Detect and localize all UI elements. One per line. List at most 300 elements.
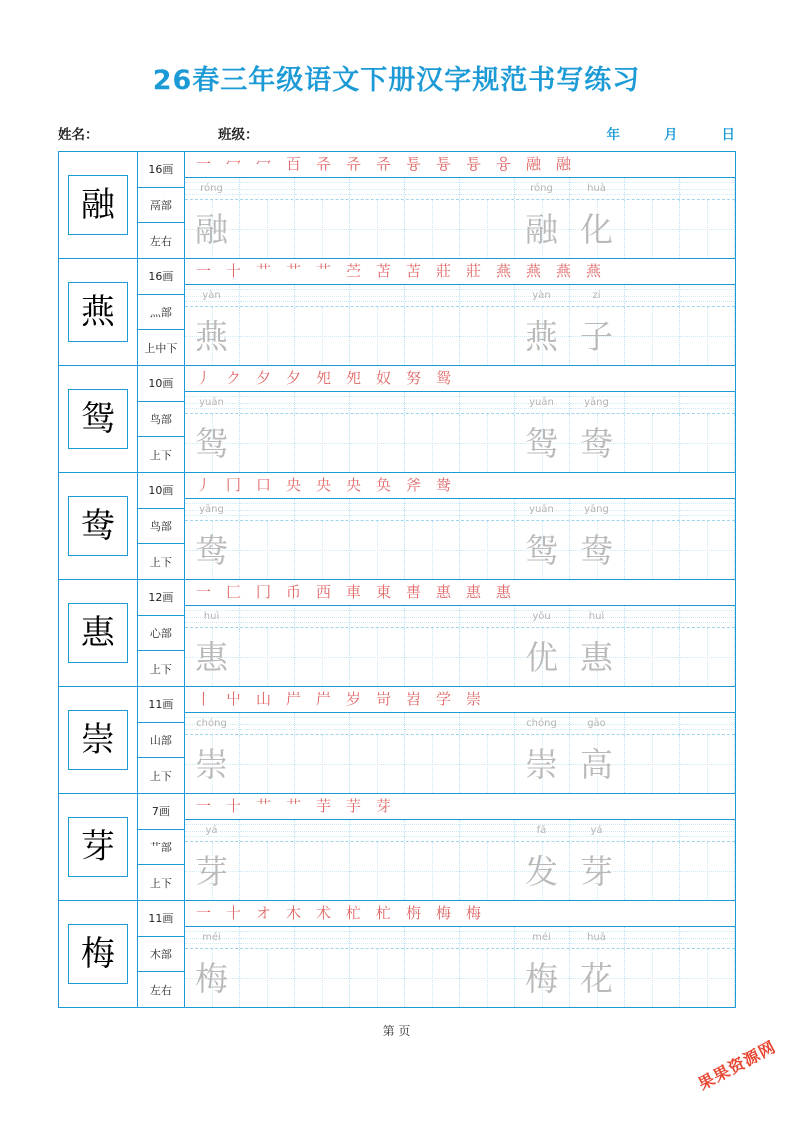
pinyin-text: chóng [526,718,557,729]
date-fields [607,123,736,143]
writing-grid-cell[interactable] [460,414,515,472]
writing-grid-cell[interactable] [680,307,735,365]
pinyin-text: huì [588,611,605,622]
pinyin-cell[interactable] [240,927,295,948]
writing-grid-cell[interactable] [240,628,295,686]
pinyin-cell[interactable] [295,178,350,199]
pinyin-cell[interactable] [295,392,350,413]
writing-grid-cell[interactable] [185,307,240,365]
pinyin-cell[interactable] [185,499,240,520]
stroke-step: 十 [225,262,241,280]
stroke-step: 쥬 [316,155,331,173]
pinyin-cell[interactable] [295,499,350,520]
pinyin-cell[interactable] [570,820,625,841]
pinyin-cell[interactable] [295,820,350,841]
writing-grid-row [185,628,735,686]
pinyin-cell[interactable] [570,178,625,199]
pinyin-cell[interactable] [515,606,570,627]
stroke-order-row [185,794,735,820]
pinyin-cell[interactable] [240,178,295,199]
model-character: 融 [68,175,128,235]
character-meta-cell [138,580,184,686]
pinyin-cell[interactable] [515,392,570,413]
pinyin-cell[interactable] [570,927,625,948]
writing-grid-cell[interactable] [625,414,680,472]
pinyin-cell[interactable] [570,499,625,520]
writing-grid-cell[interactable] [680,735,735,793]
writing-grid-cell[interactable] [185,521,240,579]
stroke-step: 一 [195,583,211,601]
writing-grid-cell[interactable] [515,949,570,1007]
stroke-step: 西 [315,583,331,601]
stroke-step: 十 [225,797,241,815]
traced-character: 鸳 [195,423,228,463]
traced-character: 花 [580,958,613,998]
writing-grid-cell[interactable] [350,842,405,900]
pinyin-row [185,927,735,949]
radical-label: 鸟部 [138,402,183,438]
pinyin-cell[interactable] [680,178,735,199]
student-info-row [58,123,735,143]
pinyin-cell[interactable] [625,713,680,734]
pinyin-cell[interactable] [570,713,625,734]
pinyin-cell[interactable] [350,285,405,306]
stroke-step: 术 [315,904,331,922]
radical-label: 艹部 [138,830,183,866]
character-row [59,473,735,580]
pinyin-text: yōu [532,611,551,622]
writing-grid-cell[interactable] [405,307,460,365]
pinyin-cell[interactable] [625,392,680,413]
stroke-step: オ [255,904,271,922]
writing-grid-cell[interactable] [295,628,350,686]
pinyin-cell[interactable] [350,606,405,627]
pinyin-cell[interactable] [405,713,460,734]
pinyin-text: róng [200,183,223,194]
writing-grid-cell[interactable] [405,200,460,258]
writing-grid-cell[interactable] [680,949,735,1007]
writing-grid-cell[interactable] [515,842,570,900]
structure-label: 上下 [149,448,172,462]
pinyin-cell[interactable] [405,927,460,948]
writing-grid-cell[interactable] [240,521,295,579]
practice-area [185,901,735,1007]
writing-grid-row [185,200,735,258]
pinyin-cell[interactable] [625,927,680,948]
pinyin-cell[interactable] [350,392,405,413]
pinyin-cell[interactable] [515,178,570,199]
stroke-step: 鸯 [435,476,451,494]
stroke-step: 艹 [255,262,271,280]
character-meta-cell [138,794,184,900]
pinyin-text: róng [530,183,553,194]
writing-grid-cell[interactable] [680,200,735,258]
stroke-count-label: 16画 [138,152,183,188]
stroke-step: 奂 [375,476,391,494]
stroke-step: 冖 [225,155,241,173]
pinyin-cell[interactable] [460,285,515,306]
pinyin-cell[interactable] [460,392,515,413]
character-meta-cell [138,366,184,472]
pinyin-cell[interactable] [405,392,460,413]
stroke-step: 杧 [345,904,361,922]
writing-grid-cell[interactable] [515,628,570,686]
writing-grid-cell[interactable] [405,414,460,472]
model-character: 芽 [68,817,128,877]
pinyin-cell[interactable] [570,285,625,306]
writing-grid-cell[interactable] [405,949,460,1007]
writing-grid-cell[interactable] [240,735,295,793]
pinyin-cell[interactable] [625,285,680,306]
writing-grid-cell[interactable] [295,842,350,900]
writing-grid-cell[interactable] [460,735,515,793]
stroke-step: 丨 [195,690,211,708]
traced-character: 燕 [195,316,228,356]
pinyin-cell[interactable] [405,178,460,199]
stroke-step: 夕 [285,369,301,387]
pinyin-cell[interactable] [625,606,680,627]
writing-grid-cell[interactable] [185,735,240,793]
stroke-step: 屵 [315,690,331,708]
stroke-order-row [185,901,735,927]
pinyin-cell[interactable] [460,178,515,199]
stroke-step: 冂 [225,476,241,494]
pinyin-text: yāng [584,397,609,408]
pinyin-cell[interactable] [240,820,295,841]
writing-grid-cell[interactable] [350,735,405,793]
practice-area [185,152,735,258]
writing-grid-cell[interactable] [625,521,680,579]
radical-label: 心部 [138,616,183,652]
stroke-step: 学 [435,690,451,708]
writing-grid-cell[interactable] [295,735,350,793]
writing-grid-cell[interactable] [240,200,295,258]
pinyin-cell[interactable] [350,178,405,199]
writing-grid-cell[interactable] [185,842,240,900]
pinyin-text: huà [587,183,606,194]
stroke-order-row [185,259,735,285]
pinyin-cell[interactable] [570,392,625,413]
stroke-step: ク [225,369,241,387]
writing-grid-cell[interactable] [460,200,515,258]
writing-grid-cell[interactable] [680,414,735,472]
writing-grid-cell[interactable] [460,307,515,365]
pinyin-text: huì [203,611,220,622]
pinyin-cell[interactable] [295,606,350,627]
writing-grid-cell[interactable] [240,842,295,900]
stroke-step: 艹 [255,797,271,815]
writing-grid-cell[interactable] [570,842,625,900]
writing-grid-cell[interactable] [350,307,405,365]
pinyin-cell[interactable] [240,713,295,734]
writing-grid-cell[interactable] [625,842,680,900]
stroke-step: 十 [225,904,241,922]
stroke-step: 芋 [315,797,331,815]
pinyin-cell[interactable] [185,713,240,734]
model-character-cell [59,259,139,365]
stroke-step: 梅 [465,904,481,922]
stroke-order-row [185,152,735,178]
pinyin-cell[interactable] [405,606,460,627]
pinyin-text: méi [202,932,221,943]
writing-grid-cell[interactable] [625,307,680,365]
writing-grid-cell[interactable] [405,842,460,900]
stroke-step: 艹 [315,262,331,280]
traced-character: 芽 [195,851,228,891]
pinyin-cell[interactable] [515,285,570,306]
pinyin-cell[interactable] [185,285,240,306]
pinyin-cell[interactable] [680,392,735,413]
writing-grid-cell[interactable] [625,200,680,258]
stroke-step: 軎 [405,583,421,601]
pinyin-cell[interactable] [460,713,515,734]
writing-grid-row [185,521,735,579]
stroke-step: 丿 [195,369,211,387]
pinyin-text: yá [205,825,218,836]
writing-grid-cell[interactable] [570,414,625,472]
writing-grid-cell[interactable] [625,949,680,1007]
stroke-count-label: 11画 [138,687,183,723]
pinyin-cell[interactable] [185,392,240,413]
pinyin-cell[interactable] [240,606,295,627]
writing-grid-cell[interactable] [515,521,570,579]
stroke-step: 岢 [375,690,391,708]
pinyin-text: yāng [199,504,224,515]
pinyin-cell[interactable] [680,820,735,841]
pinyin-cell[interactable] [185,606,240,627]
writing-grid-cell[interactable] [515,200,570,258]
writing-grid-cell[interactable] [515,735,570,793]
pinyin-cell[interactable] [515,820,570,841]
stroke-step: 崇 [465,690,481,708]
writing-grid-cell[interactable] [240,414,295,472]
stroke-step: 央 [345,476,361,494]
stroke-step: 口 [255,476,271,494]
structure-label: 上下 [149,876,172,890]
name-label: 姓名： [58,127,99,142]
traced-character: 鸳 [525,423,558,463]
pinyin-cell[interactable] [625,499,680,520]
writing-grid-cell[interactable] [460,842,515,900]
stroke-step: 燕 [585,262,601,280]
pinyin-text: chóng [196,718,227,729]
writing-grid-cell[interactable] [350,521,405,579]
writing-grid-cell[interactable] [350,949,405,1007]
writing-grid-cell[interactable] [570,200,625,258]
stroke-count-label: 12画 [138,580,183,616]
writing-grid-cell[interactable] [680,628,735,686]
pinyin-cell[interactable] [625,820,680,841]
writing-grid-cell[interactable] [570,735,625,793]
writing-grid-cell[interactable] [350,628,405,686]
pinyin-cell[interactable] [240,285,295,306]
practice-area [185,366,735,472]
pinyin-cell[interactable] [350,499,405,520]
writing-grid-cell[interactable] [405,735,460,793]
model-character-cell [59,473,139,579]
pinyin-cell[interactable] [185,820,240,841]
traced-character: 鸯 [195,530,228,570]
stroke-step: 튱 [406,155,421,173]
writing-grid-cell[interactable] [570,628,625,686]
stroke-step: 奴 [375,369,391,387]
writing-grid-cell[interactable] [295,949,350,1007]
writing-grid-cell[interactable] [295,200,350,258]
pinyin-cell[interactable] [405,285,460,306]
stroke-order-row [185,473,735,499]
writing-grid-cell[interactable] [295,414,350,472]
writing-grid-cell[interactable] [350,414,405,472]
stroke-step: 斧 [405,476,421,494]
radical-label: 鬲部 [138,188,183,224]
traced-character: 融 [525,209,558,249]
traced-character: 梅 [525,958,558,998]
pinyin-cell[interactable] [350,820,405,841]
pinyin-cell[interactable] [515,499,570,520]
practice-area [185,580,735,686]
pinyin-text: yuān [199,397,224,408]
stroke-step: 莊 [465,262,481,280]
pinyin-cell[interactable] [295,285,350,306]
traced-character: 化 [580,209,613,249]
character-row [59,901,735,1008]
writing-grid-cell[interactable] [460,628,515,686]
stroke-step: 惠 [495,583,511,601]
character-meta-cell [138,687,184,793]
radical-label: 木部 [138,937,183,973]
pinyin-cell[interactable] [240,499,295,520]
character-row [59,366,735,473]
stroke-step: 梅 [435,904,451,922]
day-label: 日 [721,127,735,142]
stroke-step: 艹 [285,262,301,280]
writing-grid-cell[interactable] [295,521,350,579]
pinyin-text: fā [536,825,547,836]
stroke-step: 一 [195,797,211,815]
radical-label: 山部 [138,723,183,759]
stroke-step: 匚 [225,583,241,601]
character-row [59,152,735,259]
writing-grid-row [185,735,735,793]
writing-grid-cell[interactable] [515,307,570,365]
writing-grid-cell[interactable] [405,628,460,686]
writing-grid-cell[interactable] [680,842,735,900]
writing-grid-cell[interactable] [185,949,240,1007]
writing-grid-cell[interactable] [570,521,625,579]
pinyin-cell[interactable] [405,820,460,841]
structure-label: 左右 [149,983,172,997]
pinyin-cell[interactable] [680,285,735,306]
writing-grid-cell[interactable] [185,628,240,686]
pinyin-cell[interactable] [460,820,515,841]
pinyin-cell[interactable] [460,606,515,627]
pinyin-cell[interactable] [680,713,735,734]
writing-grid-cell[interactable] [625,735,680,793]
writing-grid-cell[interactable] [515,414,570,472]
writing-grid-cell[interactable] [625,628,680,686]
writing-grid-cell[interactable] [680,521,735,579]
pinyin-cell[interactable] [515,927,570,948]
pinyin-cell[interactable] [460,499,515,520]
writing-grid-cell[interactable] [460,949,515,1007]
writing-grid-cell[interactable] [185,200,240,258]
stroke-step: 山 [255,690,271,708]
stroke-step: 央 [285,476,301,494]
pinyin-cell[interactable] [680,927,735,948]
stroke-step: 融 [555,155,571,173]
writing-grid-cell[interactable] [240,949,295,1007]
writing-grid-cell[interactable] [570,307,625,365]
pinyin-cell[interactable] [350,713,405,734]
writing-grid-cell[interactable] [405,521,460,579]
stroke-step: 튱 [466,155,481,173]
character-meta-cell [138,473,184,579]
stroke-step: 芽 [375,797,391,815]
pinyin-cell[interactable] [460,927,515,948]
pinyin-cell[interactable] [295,927,350,948]
pinyin-cell[interactable] [295,713,350,734]
writing-grid-cell[interactable] [185,414,240,472]
pinyin-cell[interactable] [570,606,625,627]
traced-character: 高 [580,744,613,784]
pinyin-cell[interactable] [350,927,405,948]
pinyin-cell[interactable] [405,499,460,520]
traced-character: 融 [195,209,228,249]
model-character-cell [59,901,139,1007]
writing-grid-row [185,307,735,365]
stroke-step: 币 [285,583,301,601]
stroke-step: 융 [496,155,511,173]
traced-character: 惠 [580,637,613,677]
pinyin-cell[interactable] [625,178,680,199]
stroke-step: 屮 [225,690,241,708]
writing-grid-cell[interactable] [240,307,295,365]
stroke-step: 夗 [315,369,331,387]
pinyin-cell[interactable] [185,927,240,948]
character-row [59,687,735,794]
pinyin-row [185,606,735,628]
stroke-step: 努 [405,369,421,387]
stroke-order-row [185,687,735,713]
pinyin-cell[interactable] [185,178,240,199]
writing-grid-cell[interactable] [350,200,405,258]
pinyin-cell[interactable] [680,606,735,627]
writing-grid-cell[interactable] [295,307,350,365]
page-footer: 第 页 [382,1024,411,1038]
pinyin-cell[interactable] [240,392,295,413]
structure-label: 上中下 [144,341,178,355]
character-meta-cell [138,259,184,365]
stroke-step: 冖 [255,155,271,173]
character-row [59,794,735,901]
stroke-step: 屵 [285,690,301,708]
writing-grid-cell[interactable] [570,949,625,1007]
writing-grid-row [185,842,735,900]
structure-label: 上下 [149,555,172,569]
pinyin-text: gāo [587,718,606,729]
traced-character: 发 [525,851,558,891]
model-character-cell [59,580,139,686]
structure-label: 左右 [149,234,172,248]
pinyin-cell[interactable] [680,499,735,520]
pinyin-text: yàn [532,290,551,301]
model-character: 崇 [68,710,128,770]
pinyin-row [185,392,735,414]
writing-grid-cell[interactable] [460,521,515,579]
pinyin-row [185,499,735,521]
pinyin-cell[interactable] [515,713,570,734]
stroke-step: 쥬 [346,155,361,173]
